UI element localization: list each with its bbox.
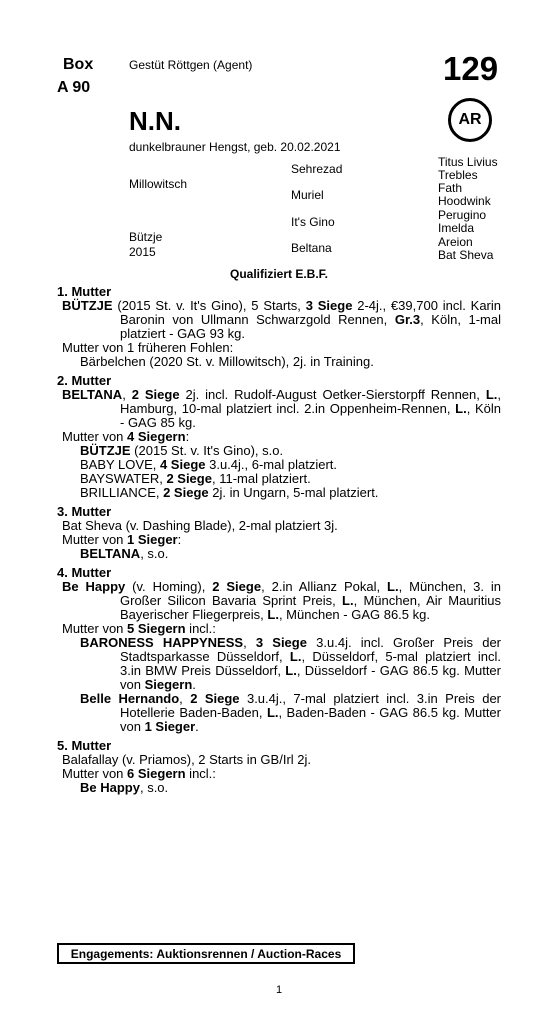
pedigree-dam-dam: Beltana — [291, 241, 332, 255]
dam-4-heading: 4. Mutter — [57, 565, 112, 580]
dam-1-foal: Bärbelchen (2020 St. v. Millowitsch), 2j. in Training. — [80, 354, 374, 369]
offspring-entry: BÜTZJE (2015 St. v. It's Gino), s.o. — [80, 443, 284, 458]
family-section — [57, 285, 501, 795]
horse-description: dunkelbrauner Hengst, geb. 20.02.2021 — [129, 140, 341, 154]
pedigree-dam-sire: It's Gino — [291, 215, 335, 229]
dam-2-heading: 2. Mutter — [57, 373, 112, 388]
pedigree-gen3: Areion — [438, 235, 473, 249]
dam-1-record: BÜTZJE (2015 St. v. It's Gino), 5 Starts, 3 Siege 2-4j., €39,700 incl. Karin Baronin von Ullmann Schwarzgold Rennen, Gr.3, Köln, 1-mal platziert - GAG 93 kg. — [62, 298, 501, 341]
ar-badge: AR — [448, 98, 492, 142]
offspring-entry: BELTANA, s.o. — [80, 546, 169, 561]
horse-name: N.N. — [129, 106, 181, 136]
box-number: A 90 — [57, 79, 91, 96]
dam-2-mother-of: Mutter von 4 Siegern: — [62, 429, 190, 444]
pedigree-gen3: Trebles — [438, 168, 478, 182]
dam-4-record: Be Happy (v. Homing), 2 Siege, 2.in Allianz Pokal, L., München, 3. in Großer Silicon Bavaria Sprint Preis, L., München, Air Mauritius Bayerischer Fliegerpreis, L., München - GAG 86.5 kg. — [62, 579, 502, 622]
dam-2-record: BELTANA, 2 Siege 2j. incl. Rudolf-August Oetker-Sierstorpff Rennen, L., Hamburg, 10-mal platziert incl. 2.in Oppenheim-Rennen, L., Köln - GAG 85 kg. — [62, 387, 501, 430]
pedigree-gen3: Perugino — [438, 208, 487, 222]
dam-5-mother-of: Mutter von 6 Siegern incl.: — [62, 766, 216, 781]
pedigree-dam: Bützje — [129, 230, 163, 244]
dam-1-heading: 1. Mutter — [57, 284, 112, 299]
dam-4-name: Be Happy — [62, 579, 126, 594]
dam-3-heading: 3. Mutter — [57, 504, 112, 519]
page-number: 1 — [275, 984, 283, 996]
offspring-entry: BARONESS HAPPYNESS, 3 Siege 3.u.4j. incl. Großer Preis der Stadtsparkasse Düsseldorf, L., Düsseldorf, 5-mal platziert incl. 3.in BMW Preis Düsseldorf, L., Düsseldorf - GAG 86.5 kg. Mutter von Siegern. — [80, 635, 502, 692]
consignor: Gestüt Röttgen (Agent) — [129, 58, 253, 72]
pedigree-gen3: Fath — [438, 181, 463, 195]
engagements-box: Engagements: Auktionsrennen / Auction-Races — [57, 943, 355, 964]
pedigree-gen3: Imelda — [438, 221, 475, 235]
dam-3-mother-of: Mutter von 1 Sieger: — [62, 532, 182, 547]
dam-1-name: BÜTZJE — [62, 298, 113, 313]
pedigree-sire-sire: Sehrezad — [291, 162, 343, 176]
pedigree-gen3: Hoodwink — [438, 194, 491, 208]
lot-number: 129 — [443, 50, 499, 87]
dam-5-heading: 5. Mutter — [57, 738, 112, 753]
dam-5-record: Balafallay (v. Priamos), 2 Starts in GB/Irl 2j. — [62, 752, 311, 767]
dam-3-record: Bat Sheva (v. Dashing Blade), 2-mal platziert 3j. — [62, 518, 338, 533]
pedigree-dam-year: 2015 — [129, 245, 156, 259]
offspring-entry: Be Happy, s.o. — [80, 780, 169, 795]
pedigree-sire: Millowitsch — [129, 177, 188, 191]
pedigree-gen3: Titus Livius — [438, 155, 498, 169]
pedigree-gen3: Bat Sheva — [438, 248, 494, 262]
offspring-entry: BABY LOVE, 4 Siege 3.u.4j., 6-mal platziert. — [80, 457, 337, 472]
dam-4-mother-of: Mutter von 5 Siegern incl.: — [62, 621, 216, 636]
pedigree-sire-dam: Muriel — [291, 188, 324, 202]
offspring-entry: BAYSWATER, 2 Siege, 11-mal platziert. — [80, 471, 311, 486]
box-label: Box — [63, 56, 94, 73]
qualification: Qualifiziert E.B.F. — [229, 267, 328, 281]
dam-2-name: BELTANA — [62, 387, 123, 402]
offspring-entry: BRILLIANCE, 2 Siege 2j. in Ungarn, 5-mal platziert. — [80, 485, 379, 500]
offspring-entry: Belle Hernando, 2 Siege 3.u.4j., 7-mal platziert incl. 3.in Preis der Hotellerie Baden-Baden, L., Baden-Baden - GAG 86.5 kg. Mutter von 1 Sieger. — [80, 691, 501, 734]
dam-1-foals: Mutter von 1 früheren Fohlen: — [62, 340, 234, 355]
